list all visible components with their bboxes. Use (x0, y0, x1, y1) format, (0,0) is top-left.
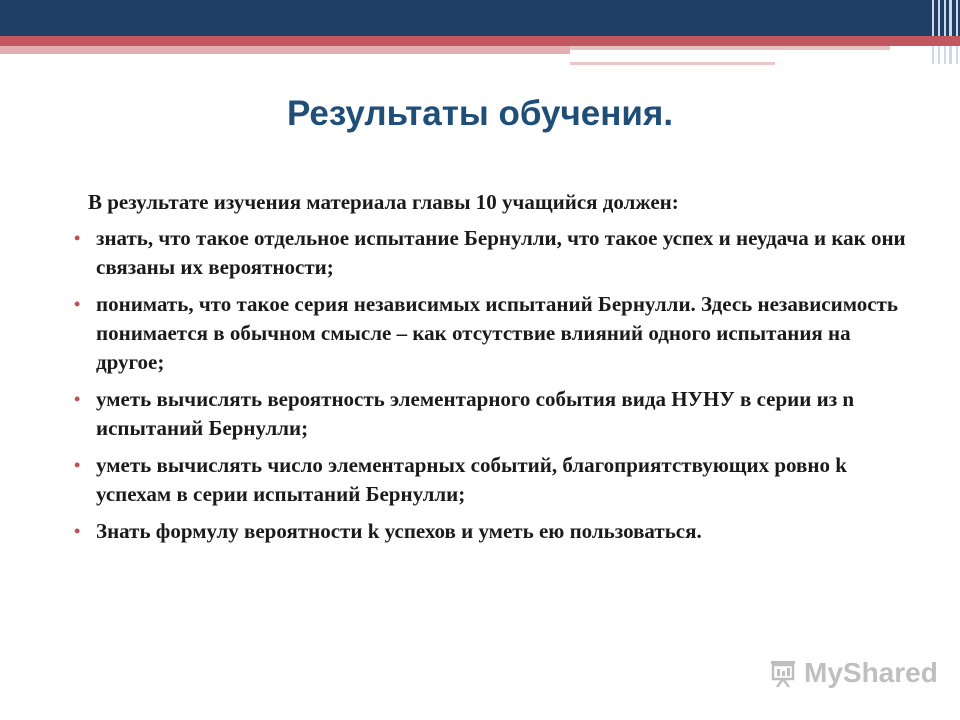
header-pink-line (570, 46, 890, 50)
header-pink-line-short (570, 62, 775, 65)
header-pink-band (0, 46, 570, 54)
watermark-logo (768, 657, 938, 691)
list-item (74, 224, 914, 282)
header-stripes (926, 0, 960, 64)
header-bar (0, 0, 960, 36)
header-red-band (0, 36, 960, 46)
bullet-icon: • (74, 228, 81, 248)
bullet-icon: • (74, 521, 81, 541)
bullet-icon: • (74, 455, 81, 475)
list-item-text: понимать, что такое серия независимых испытаний Бернулли. Здесь независимость понимается в обычном смысле – как отсутствие влияний одного испытания на другое; (96, 292, 898, 374)
list-item (74, 385, 914, 443)
list-item-text: Знать формулу вероятности k успехов и уметь ею пользоваться. (96, 519, 702, 543)
intro-text: В результате изучения материала главы 10 учащийся должен: (88, 190, 679, 214)
list-item-text: уметь вычислять число элементарных событий, благоприятствующих ровно k успехам в серии испытаний Бернулли; (96, 453, 847, 506)
list-item-text: знать, что такое отдельное испытание Бернулли, что такое успех и неудача и как они связаны их вероятности; (96, 226, 906, 279)
list-item-text: уметь вычислять вероятность элементарного события вида НУНУ в серии из n испытаний Бернулли; (96, 387, 855, 440)
list-item (74, 290, 914, 377)
list-item (74, 451, 914, 509)
slide-title: Результаты обучения. (286, 94, 674, 133)
list-item (74, 517, 914, 546)
watermark-text: MyShared (804, 657, 938, 688)
bullet-list (74, 224, 914, 554)
bullet-icon: • (74, 389, 81, 409)
presentation-board-icon (768, 659, 798, 689)
bullet-icon: • (74, 294, 81, 314)
